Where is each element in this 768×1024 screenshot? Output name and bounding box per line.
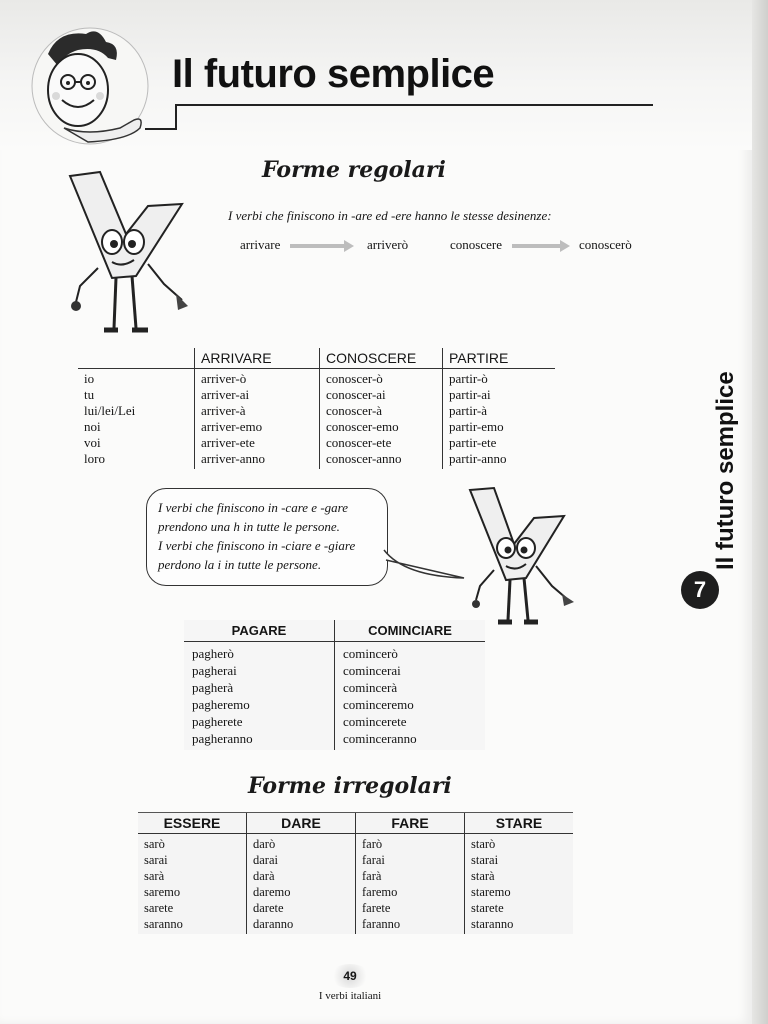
conoscere-cell: conoscer-ò [326, 371, 383, 386]
pronoun-cell: tu [84, 387, 95, 402]
title-underline [175, 104, 653, 106]
speech-bubble-text [158, 498, 398, 574]
bubble-line: perdono la i in tutte le persone. [158, 557, 322, 572]
partire-cell: partir-emo [449, 419, 504, 434]
chapter-number-badge: 7 [681, 571, 719, 609]
stare-cell: starò [471, 837, 496, 851]
table-header-fare: FARE [356, 813, 465, 834]
bubble-line: prendono una h in tutte le persone. [158, 519, 340, 534]
pagare-cell: pagherò [192, 646, 234, 661]
pagare-cell: pagherà [192, 680, 234, 695]
table-header-pagare: PAGARE [184, 620, 335, 642]
irregular-forms-heading: Forme irregolari [248, 773, 452, 799]
conoscere-cell: conoscer-à [326, 403, 383, 418]
essere-cell: sarà [144, 869, 165, 883]
v-mascot-illustration [464, 486, 580, 630]
table-header-cominciare: COMINCIARE [335, 620, 486, 642]
fare-cell: farà [362, 869, 382, 883]
stare-cell: starà [471, 869, 495, 883]
cominciare-cell: comincerete [343, 714, 407, 729]
fare-cell: faranno [362, 917, 401, 931]
example-future-1: arriverò [367, 237, 409, 252]
arrivare-cell: arriver-ò [201, 371, 247, 386]
fare-cell: farete [362, 901, 391, 915]
conoscere-cell: conoscer-ete [326, 435, 392, 450]
example-infinitive-2: conoscere [450, 237, 502, 252]
care-ciare-table [184, 620, 485, 750]
essere-cell: saremo [144, 885, 181, 899]
chapter-side-title-text: Il futuro semplice [712, 371, 739, 570]
essere-cell: sarai [144, 853, 168, 867]
pronoun-cell: lui/lei/Lei [84, 403, 136, 418]
regular-intro-text: I verbi che finiscono in -are ed -ere hanno le stesse desinenze: [228, 208, 552, 223]
dare-cell: darai [253, 853, 278, 867]
example-arrow-1 [290, 244, 344, 248]
partire-cell: partir-ò [449, 371, 488, 386]
table-header-conoscere: CONOSCERE [320, 348, 443, 369]
pagare-cell: pagheranno [192, 731, 253, 746]
dare-cell: darò [253, 837, 276, 851]
table-row [78, 369, 555, 470]
arrow-icon [344, 240, 354, 252]
dare-cell: darà [253, 869, 275, 883]
dare-cell: darete [253, 901, 284, 915]
pagare-cell: pagherete [192, 714, 243, 729]
pronoun-cell: noi [84, 419, 101, 434]
example-arrow-2 [512, 244, 560, 248]
v-mascot-illustration [64, 168, 200, 340]
dare-cell: daranno [253, 917, 294, 931]
bubble-line: I verbi che finiscono in -ciare e -giare [158, 538, 356, 553]
dare-cell: daremo [253, 885, 291, 899]
cominciare-cell: comincerà [343, 680, 398, 695]
arrivare-cell: arriver-à [201, 403, 246, 418]
pagare-cell: pagheremo [192, 697, 250, 712]
cominciare-cell: comincerò [343, 646, 398, 661]
fare-cell: faremo [362, 885, 398, 899]
table-header-dare: DARE [247, 813, 356, 834]
conoscere-cell: conoscer-anno [326, 451, 402, 466]
fare-cell: farai [362, 853, 385, 867]
stare-cell: starai [471, 853, 499, 867]
arrivare-cell: arriver-emo [201, 419, 263, 434]
table-row [184, 642, 485, 751]
cominciare-cell: cominceremo [343, 697, 414, 712]
table-row [138, 834, 573, 935]
example-infinitive-1: arrivare [240, 237, 281, 252]
arrivare-cell: arriver-ai [201, 387, 250, 402]
chapter-side-title [676, 300, 739, 590]
table-header-arrivare: ARRIVARE [195, 348, 320, 369]
stare-cell: starete [471, 901, 504, 915]
partire-cell: partir-à [449, 403, 487, 418]
partire-cell: partir-ete [449, 435, 497, 450]
page-edge [752, 0, 768, 1024]
pronoun-cell: voi [84, 435, 101, 450]
cominciare-cell: comincerai [343, 663, 401, 678]
stare-cell: staranno [471, 917, 514, 931]
cominciare-cell: cominceranno [343, 731, 417, 746]
title-rule-connector [175, 104, 177, 130]
example-future-2: conoscerò [579, 237, 632, 252]
stare-cell: staremo [471, 885, 511, 899]
pagare-cell: pagherai [192, 663, 237, 678]
arrow-icon [560, 240, 570, 252]
table-header-essere: ESSERE [138, 813, 247, 834]
table-header-stare: STARE [465, 813, 574, 834]
partire-cell: partir-anno [449, 451, 507, 466]
pronoun-cell: io [84, 371, 95, 386]
table-header-pronoun [78, 348, 195, 369]
mascot-head-illustration [28, 24, 156, 148]
fare-cell: farò [362, 837, 383, 851]
page-title: Il futuro semplice [172, 52, 495, 96]
bubble-line: I verbi che finiscono in -care e -gare [158, 500, 348, 515]
arrivare-cell: arriver-ete [201, 435, 255, 450]
conoscere-cell: conoscer-ai [326, 387, 386, 402]
essere-cell: sarete [144, 901, 174, 915]
arrivare-cell: arriver-anno [201, 451, 265, 466]
essere-cell: sarò [144, 837, 165, 851]
regular-conjugation-table [78, 348, 555, 469]
page-footer: I verbi italiani [318, 990, 382, 1002]
pronoun-cell: loro [84, 451, 105, 466]
title-rule-stub [145, 128, 177, 130]
irregular-conjugation-table [138, 812, 573, 934]
table-header-partire: PARTIRE [443, 348, 556, 369]
regular-forms-heading: Forme regolari [262, 157, 446, 183]
essere-cell: saranno [144, 917, 183, 931]
page-number: 49 [330, 964, 370, 988]
conoscere-cell: conoscer-emo [326, 419, 399, 434]
partire-cell: partir-ai [449, 387, 491, 402]
